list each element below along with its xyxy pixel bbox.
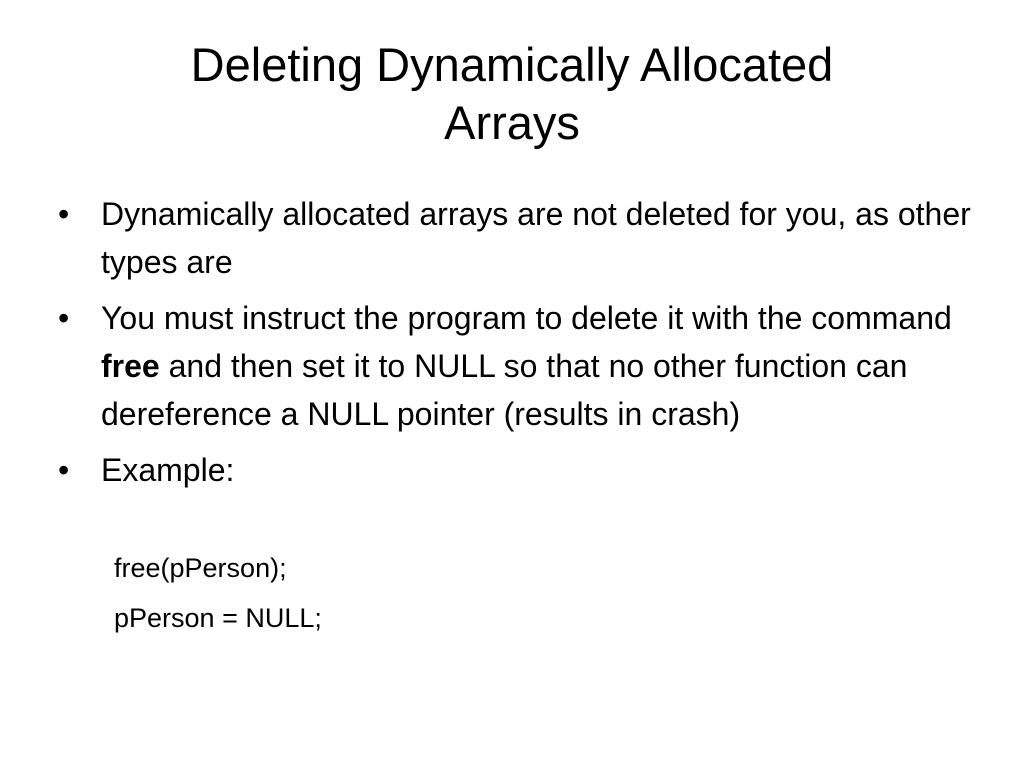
code-line-1: free(pPerson); <box>114 553 287 583</box>
bullet-dot: • <box>58 196 70 232</box>
slide-title-line-2: Arrays <box>444 96 580 149</box>
bullet-text: Example: <box>101 452 235 488</box>
bullet-text-before: You must instruct the program to delete it with the command <box>101 300 952 336</box>
bullet-item-1 <box>58 190 978 286</box>
bullet-dot: • <box>58 300 70 336</box>
bullet-list <box>58 190 978 502</box>
bullet-text-after: and then set it to NULL so that no other function can dereference a NULL pointer (results in crash) <box>101 348 908 432</box>
slide-title-line-1: Deleting Dynamically Allocated <box>190 38 834 91</box>
bullet-text: Dynamically allocated arrays are not deleted for you, as other types are <box>101 196 971 280</box>
bullet-dot: • <box>58 452 70 488</box>
bullet-item-3 <box>58 446 978 494</box>
bullet-bold-keyword: free <box>101 348 160 384</box>
code-line-2: pPerson = NULL; <box>114 603 322 633</box>
slide-title <box>60 36 964 152</box>
bullet-item-2 <box>58 294 978 438</box>
